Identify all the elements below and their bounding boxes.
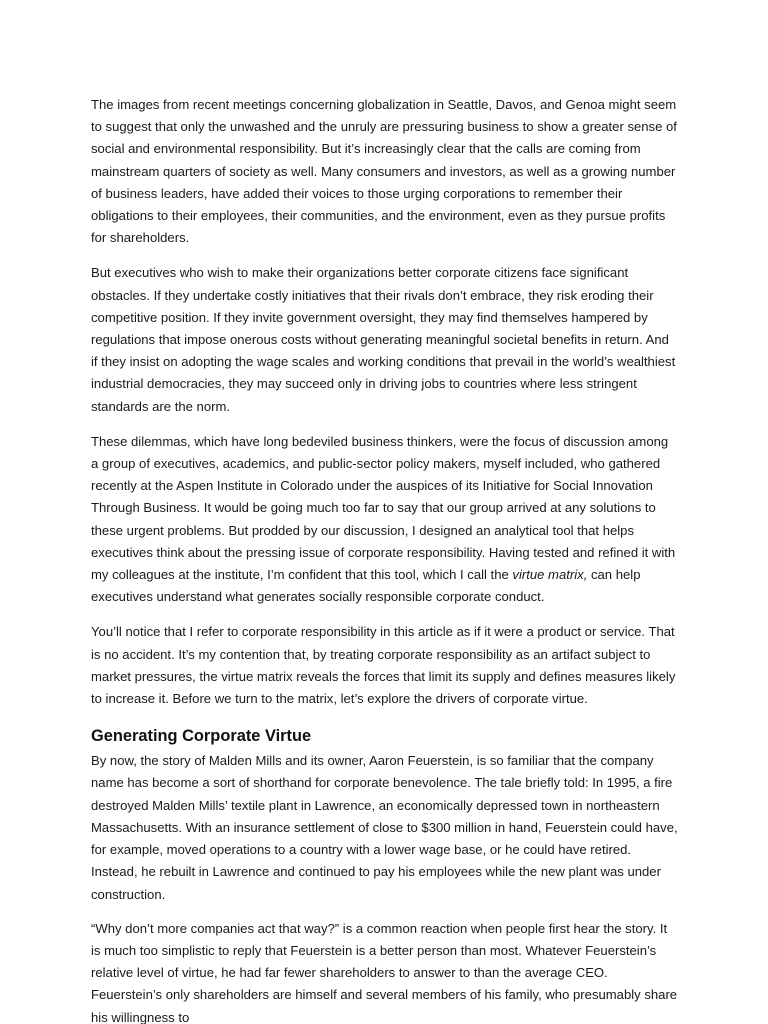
paragraph-aspen-text-before: These dilemmas, which have long bedeviled business thinkers, were the focus of discussion among a group of executives, academics, and public-sector policy makers, myself included, who gathered recently at the Aspen Institute in Colorado under the auspices of its Initiative for Social Innovation Through Business. It would be going much too far to say that our group arrived at any solutions to these urgent problems. But prodded by our discussion, I designed an analytical tool that helps executives think about the pressing issue of corporate responsibility. Having tested and refined it with my colleagues at the institute, I’m confident that this tool, which I call the — [91, 433, 676, 583]
paragraph-feuerstein: “Why don’t more companies act that way?” is a common reaction when people first hear the story. It is much too simplistic to reply that Feuerstein is a better person than most. Whatever Feuerstein’s relative level of virtue, he had far fewer shareholders to answer to than the average CEO. Feuerstein’s only shareholders are himself and several members of his family, who presumably share his willingness to — [91, 920, 678, 1024]
paragraph-aspen-text-after: can help executives understand what generates socially responsible corporate conduct. — [91, 567, 641, 605]
virtue-matrix-emphasis: virtue matrix, — [512, 567, 588, 583]
paragraph-obstacles: But executives who wish to make their organizations better corporate citizens face significant obstacles. If they undertake costly initiatives that their rivals don’t embrace, they risk eroding their competitive position. If they invite government oversight, they may find themselves hampered by regulations that impose onerous costs without generating meaningful societal benefits in return. And if they insist on adopting the wage scales and working conditions that prevail in the world’s wealthiest industrial democracies, they may succeed only in driving jobs to countries where less stringent standards are the norm. — [91, 265, 676, 414]
paragraph-globalization: The images from recent meetings concerning globalization in Seattle, Davos, and Genoa might seem to suggest that only the unwashed and the unruly are pressuring business to show a greater sense of social and environmental responsibility. But it’s increasingly clear that the calls are coming from mainstream quarters of society as well. Many consumers and investors, as well as a growing number of business leaders, have added their voices to those urging corporations to remember their obligations to their employees, their communities, and the environment, even as they pursue profits for shareholders. — [91, 97, 677, 246]
paragraph-malden-mills: By now, the story of Malden Mills and its owner, Aaron Feuerstein, is so familiar that the company name has become a sort of shorthand for corporate benevolence. The tale briefly told: In 1995, a fire destroyed Malden Mills’ textile plant in Lawrence, an economically depressed town in northeastern Massachusetts. With an insurance settlement of close to $300 million in hand, Feuerstein could have, for example, moved operations to a country with a lower wage base, or he could have retired. Instead, he rebuilt in Lawrence and continued to pay his employees while the new plant was under construction. — [91, 753, 678, 902]
paragraph-aspen-institute — [91, 431, 679, 609]
paragraph-product-analogy: You’ll notice that I refer to corporate responsibility in this article as if it were a product or service. That is no accident. It’s my contention that, by treating corporate responsibility as an artifact subject to market pressures, the virtue matrix reveals the forces that limit its supply and defines measures likely to increase it. Before we turn to the matrix, let’s explore the drivers of corporate virtue. — [91, 624, 676, 707]
article-body — [91, 94, 679, 1024]
section-heading: Generating Corporate Virtue — [91, 727, 312, 746]
